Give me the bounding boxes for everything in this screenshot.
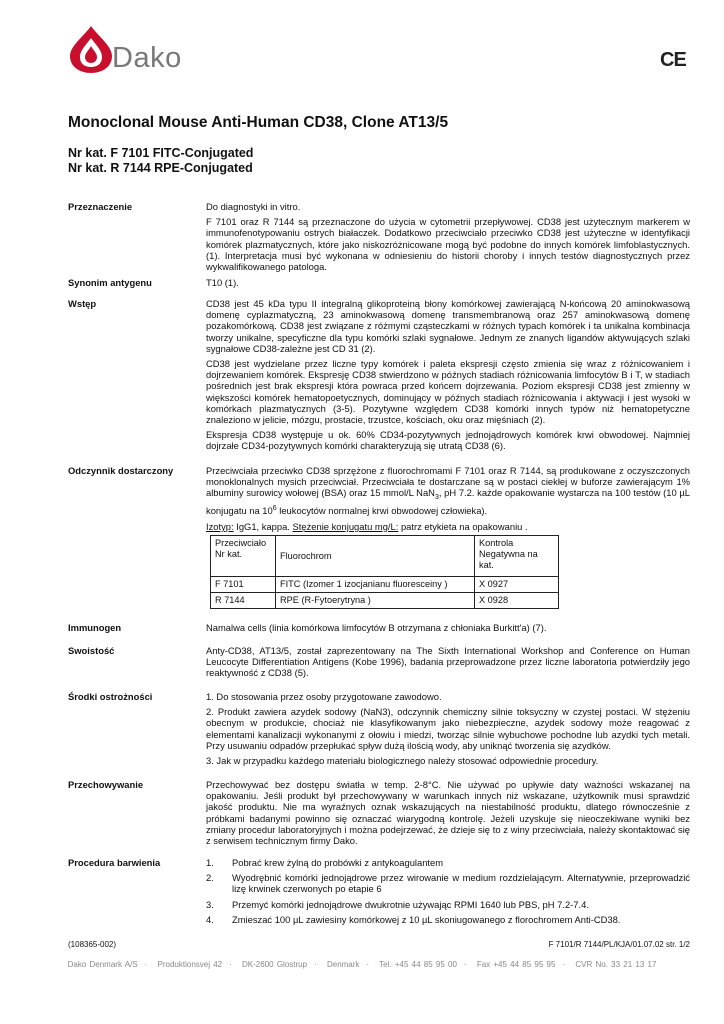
table-header-cell: Fluorochrom (276, 536, 475, 577)
list-item: 1. Pobrać krew żylną do probówki z antykoagulantem (206, 857, 444, 868)
section-label-przeznaczenie: Przeznaczenie (68, 201, 133, 212)
section-label-przechowywanie: Przechowywanie (68, 779, 144, 790)
catalog-line-1: Nr kat. F 7101 FITC-Conjugated (68, 146, 254, 160)
paragraph: Namalwa cells (linia komórkowa limfocytów B otrzymana z chłoniaka Burkitt'a) (7). (206, 622, 547, 633)
list-item: 2. Wyodrębnić komórki jednojądrowe przez wirowanie w medium rozdzielającym. Alternatywnie, przeprowadzić lizę krwinek czerwonych po etapie 6 (206, 872, 690, 895)
section-body-immunogen (206, 622, 690, 637)
table-cell: R 7144 (211, 593, 276, 609)
section-body-odczynnik (206, 465, 690, 536)
table-row (211, 593, 559, 609)
list-item: 3. Przemyć komórki jednojądrowe dwukrotnie używając RPMI 1640 lub PBS, pH 7.2-7.4. (206, 898, 589, 910)
paragraph: 2. Produkt zawiera azydek sodowy (NaN3), odczynnik chemiczny silnie toksyczny w czystej postaci. W stężeniu obecnym w produkcie, chociaż nie klasyfikowanym jako niebezpieczne, azydek sodowy może reagować z elementami kanalizacji wykonanymi z ołowiu i miedzi, tworząc silnie wybuchowe pochodne lub azydki tych metali. Przy usuwaniu odpadów przepłukać spływ dużą ilością wody, aby uniknąć tworzenia się azydków. (206, 706, 690, 751)
document-reference: F 7101/R 7144/PL/KJA/01.07.02 str. 1/2 (548, 940, 690, 949)
table-cell: X 0928 (475, 593, 559, 609)
document-code: (108365-002) (68, 940, 117, 949)
paragraph: CD38 jest 45 kDa typu II integralną glikoproteiną błony komórkowej zawierającą N-końcową 20 aminokwasową domenę cyplazmatyczną, 23 aminokwasową domenę transmembranową oraz 257 aminokwasową domenę pozakomórkową. CD38 jest związane z różmymi cząsteczkami w różnych typach komórek i ta unikalna kombinacja tworzy unikalne, specyficzne dla typu komórki szlaki sygnałowe. Jednym ze znanych ligandów aktywujących szlaki sygnałowe CD38-zależne jest CD 31 (2). (206, 298, 690, 354)
paragraph: Przeciwciała przeciwko CD38 sprzężone z fluorochromami F 7101 oraz R 7144, są produkowane z oczyszczonych monoklonalnych mysich przeciwciał. Przeciwciała te dostarczane są w postaci ciekłej w buforze zawierającym 1% albuminy surowicy wołowej (BSA) oraz 15 mmol/L NaN$_3$, pH 7.2. każde opakowanie wystarcza na 100 testów (10 µL konjugatu na $10^6$ leukocytów normalnej krwi obwodowej człowieka). (206, 465, 691, 517)
paragraph: Do diagnostyki in vitro. (206, 201, 301, 212)
section-body-procedura (206, 857, 690, 929)
izotyp-label: Izotyp: (206, 520, 234, 532)
list-item: 4. Zmieszać 100 µL zawiesiny komórkowej z 10 µL skoniugowanego z florochromem Anti-CD38. (206, 913, 621, 925)
table-header-cell: Przeciwciało Nr kat. (211, 536, 276, 577)
paragraph: 1. Do stosowania przez osoby przygotowane zawodowo. (206, 691, 442, 702)
section-body-synonim (206, 277, 690, 292)
catalog-line-2: Nr kat. R 7144 RPE-Conjugated (68, 161, 253, 175)
table-cell: FITC (Izomer 1 izocjanianu fluoresceiny ) (276, 577, 475, 593)
section-label-swoistosc: Swoistość (68, 645, 115, 656)
table-header-cell: Kontrola Negatywna na kat. (475, 536, 559, 577)
paragraph: Izotyp: IgG1, kappa. Stężenie konjugatu mg/L: patrz etykieta na opakowaniu . (206, 520, 528, 532)
section-label-wstep: Wstęp (68, 298, 97, 309)
section-label-srodki: Środki ostrożności (68, 691, 153, 702)
section-label-procedura: Procedura barwienia (68, 857, 161, 868)
ce-mark: CE (660, 49, 686, 71)
paragraph: CD38 jest wydzielane przez liczne typy komórek i paleta ekspresji często zmienia się wraz z różnicowaniem i dojrzewaniem komórek. Ekspresję CD38 stwierdzono w późnych stadiach różnicowania limfocytów B i T, w stadiach pośrednich jest brak ekspresji która powraca przed końcem dojrzewania. Poziom ekspresji CD38 jest zmienny w większości komórek hematopoetycznych, dominujący w późnych stadiach różnicowania i aktywacji i jest wysoki w komórkach plazmatycznych (3-5). Pozytywne względem CD38 komórki innych typów niż hematopetyczne znaleziono w jelicie, mózgu, prostacie, trzustce, kościach, oku oraz mięśniach (2). (206, 358, 690, 426)
section-body-przechowywanie (206, 779, 690, 850)
company-address: Dako Denmark A/S · Produktionsvej 42 · DK-2600 Glostrup · Denmark · Tel. +45 44 85 95 00 · Fax +45 44 85 95 95 · CVR No. 33 21 13 17 (67, 960, 657, 969)
section-label-synonim: Synonim antygenu (68, 277, 152, 288)
section-body-przeznaczenie (206, 201, 690, 276)
stezenie-label: Stężenie konjugatu mg/L: (292, 520, 399, 532)
dako-drop-icon (68, 24, 114, 74)
paragraph: 3. Jak w przypadku każdego materiału biologicznego należy stosować odpowiednie procedury. (206, 755, 599, 767)
section-label-odczynnik: Odczynnik dostarczony (68, 465, 174, 476)
section-label-immunogen: Immunogen (68, 622, 122, 633)
paragraph: T10 (1). (206, 277, 239, 288)
table-cell: X 0927 (475, 577, 559, 593)
section-body-wstep (206, 298, 690, 456)
paragraph: Ekspresja CD38 występuje u ok. 60% CD34-pozytywnych jednojądrowych komórek krwi obwodowej. Najmniej dojrzałe CD34-pozytywnych komórki charakteryzują się utratą CD38 (6). (206, 429, 690, 452)
section-body-srodki (206, 691, 690, 770)
fluorochrome-table (210, 535, 559, 609)
table-header-row (211, 536, 559, 577)
table-row (211, 577, 559, 593)
page-title: Monoclonal Mouse Anti-Human CD38, Clone AT13/5 (68, 114, 449, 131)
table-cell: F 7101 (211, 577, 276, 593)
paragraph: F 7101 oraz R 7144 są przeznaczone do użycia w cytometrii przepływowej. CD38 jest użytecznym markerem w immunofenotypowaniu ostrych białaczek. Dodatkowo przeciwciało przeciwko CD38 jest użyteczne w identyfikacji komórek plazmatycznych, które jako niskozróżnicowane mogą być podobne do innych komórek limfoblastycznych. (1). Interpretacja musi być wykonana w odniesieniu do historii choroby i innych testów diagnostycznych przez wykwalifikowanego patologa. (206, 216, 690, 273)
table-cell: RPE (R-Fytoerytryna ) (276, 593, 475, 609)
section-body-swoistosc (206, 645, 690, 683)
paragraph: Anty-CD38, AT13/5, został zaprezentowany na The Sixth International Workshop and Conference on Human Leucocyte Differentiation Antigens (Kobe 1996), badania przeprowadzone przez liczne laboratoria potwierdziły jego reaktywność z CD38 (5). (206, 645, 690, 679)
paragraph: Przechowywać bez dostępu światła w temp. 2-8°C. Nie używać po upływie daty ważności wskazanej na opakowaniu. Jeśli produkt był przechowywany w warunkach innych niż wskazane, użytkownik musi sprawdzić jakość produktu. Nie ma wyraźnych oznak wskazujących na niestabilność produktu, dlatego równocześnie z próbkami badanymi powinno się oznaczać wiarygodną kontrolę. Jeżeli uzyskuje się nieoczekiwane wyniki bez zmiany procedur laboratoryjnych i można podejrzewać, że dzieje się to z winy przeciwciała, należy skontaktować się z serwisem technicznym firmy Dako. (206, 779, 690, 847)
brand-name: Dako (112, 42, 182, 74)
